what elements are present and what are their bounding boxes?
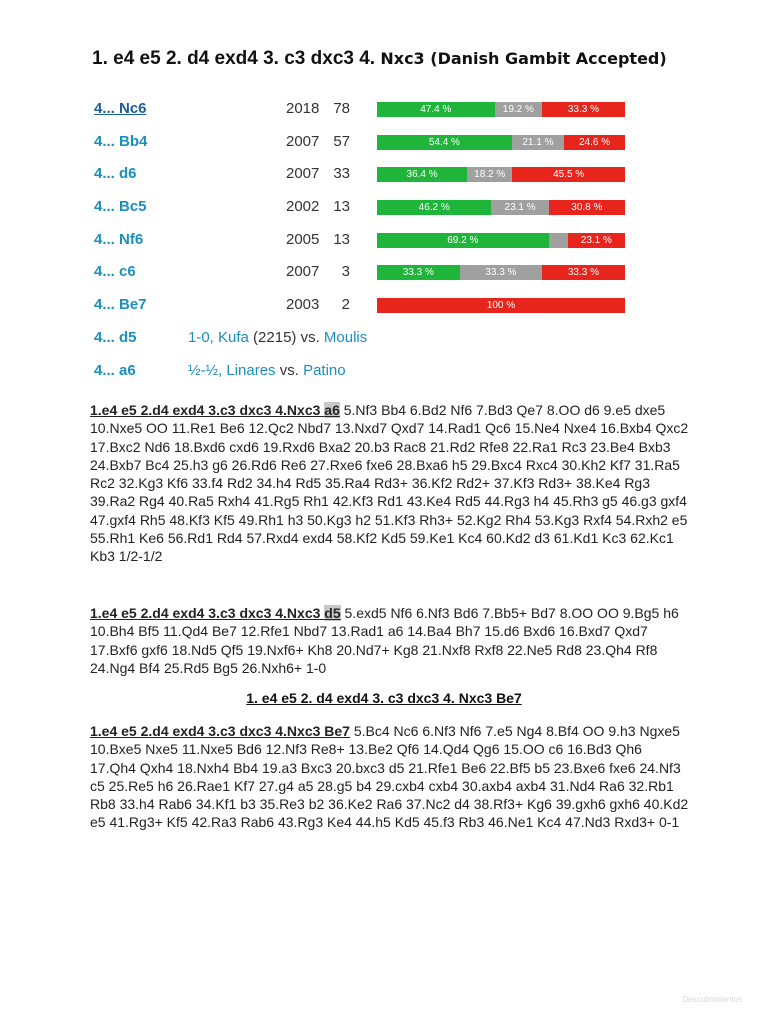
black-player-link[interactable]: Moulis bbox=[323, 329, 368, 346]
loss-segment: 45.5 % bbox=[512, 167, 625, 182]
win-segment: 69.2 % bbox=[377, 233, 549, 248]
draw-segment: 21.1 % bbox=[512, 135, 564, 150]
game-result bbox=[188, 362, 346, 379]
move-label[interactable]: 4... Nf6 bbox=[94, 230, 144, 248]
move-label[interactable]: 4... Bc5 bbox=[94, 198, 147, 216]
win-segment: 33.3 % bbox=[377, 265, 460, 280]
move-label[interactable]: 4... c6 bbox=[94, 263, 136, 281]
move-stat-row bbox=[94, 97, 634, 130]
games-count: 13 bbox=[333, 230, 350, 248]
result-bar bbox=[377, 102, 625, 117]
vs-text: vs. bbox=[300, 329, 324, 346]
games-count: 33 bbox=[333, 165, 350, 183]
game-moves: 5.Bc4 Nc6 6.Nf3 Nf6 7.e5 Ng4 8.Bf4 OO 9.h3 Ngxe5 10.Bxe5 Nxe5 11.Nxe5 Bd6 12.Nf3 Re8+ 13.Be2 Qf6 14.Qd4 Qg6 15.OO c6 16.Bd3 Qh6 17.Qh4 Qxh4 18.Nxh4 Bb4 19.a3 Bxc3 20.bxc3 d5 21.Rfe1 Be6 22.Bf5 b5 23.Bxe6 fxe6 24.Nf3 c5 25.Re5 h6 26.Rae1 Kf7 27.g4 a5 28.g5 b4 29.cxb4 cxb4 30.axb4 axb4 31.Nd4 Ra6 32.Rb1 Rb8 33.h4 Rab6 34.Kf1 b3 35.Re3 b2 36.Ke2 Ra6 37.Nc2 d4 38.Rf3+ Kg6 39.gxh6 gxh6 40.Kd2 e5 41.Rg3+ Kf5 42.Ra3 Rab6 43.Rg3 Ke4 44.h5 Kd5 45.f3 Rb3 46.Ne1 Kc4 47.Nd3 Rxd3+ 0-1 bbox=[90, 723, 689, 831]
game-header bbox=[90, 605, 341, 621]
watermark: Descubrimientos bbox=[682, 995, 742, 1004]
loss-segment: 100 % bbox=[377, 298, 625, 313]
game-moves: 5.exd5 Nf6 6.Nf3 Bd6 7.Bb5+ Bd7 8.OO OO 9.Bg5 h6 10.Bh4 Bf5 11.Qd4 Be7 12.Rfe1 Nbd7 13.Rad1 a6 14.Ba4 Bh7 15.d6 Bxd6 16.Bxd7 Qxd7 17.Bxf6 gxf6 18.Nd5 Qf5 19.Nxf6+ Kh8 20.Nd7+ Kg8 21.Nxf8 Rxf8 22.Ne5 Rd8 23.Qh4 Rf8 24.Ng4 Bf4 25.Rd5 Bg5 26.Nxh6+ 1-0 bbox=[90, 605, 679, 676]
result-bar bbox=[377, 135, 625, 150]
draw-segment: 19.2 % bbox=[495, 102, 543, 117]
game-score-1 bbox=[90, 401, 690, 566]
move-label[interactable]: 4... d5 bbox=[94, 329, 137, 346]
win-segment: 47.4 % bbox=[377, 102, 495, 117]
player-rating: (2215) bbox=[248, 329, 301, 346]
draw-segment: 18.2 % bbox=[467, 167, 512, 182]
move-stat-row bbox=[94, 260, 634, 293]
result-bar bbox=[377, 200, 625, 215]
game-header: 1.e4 e5 2.d4 exd4 3.c3 dxc3 4.Nxc3 Be7 bbox=[90, 723, 350, 739]
game-result bbox=[188, 329, 367, 346]
move-label[interactable]: 4... Be7 bbox=[94, 296, 147, 314]
result-text: ½-½, bbox=[188, 362, 227, 379]
game-score-3 bbox=[90, 722, 690, 832]
move-statistics-table bbox=[94, 97, 634, 326]
result-bar bbox=[377, 265, 625, 280]
section-title: 1. e4 e5 2. d4 exd4 3. c3 dxc3 4. Nxc3 Be7 bbox=[246, 690, 522, 706]
move-stat-row bbox=[94, 162, 634, 195]
white-player-link[interactable]: Linares bbox=[226, 362, 276, 379]
move-stat-row bbox=[94, 228, 634, 261]
last-year: 2003 bbox=[286, 296, 320, 314]
result-text: 1-0, bbox=[188, 329, 219, 346]
page-title-sub: Nxc3 (Danish Gambit Accepted) bbox=[380, 49, 667, 68]
last-year: 2007 bbox=[286, 132, 320, 150]
last-year: 2007 bbox=[286, 165, 320, 183]
move-label[interactable]: 4... d6 bbox=[94, 165, 137, 183]
game-header-text: 1.e4 e5 2.d4 exd4 3.c3 dxc3 4.Nxc3 bbox=[90, 402, 325, 418]
game-moves: 5.Nf3 Bb4 6.Bd2 Nf6 7.Bd3 Qe7 8.OO d6 9.e5 dxe5 10.Nxe5 OO 11.Re1 Be6 12.Qc2 Nbd7 13.Nxd7 Qxd7 14.Rad1 Qc6 15.Ne4 Nxe4 16.Bxb4 Qxc2 17.Bxc2 Nd6 18.Bxd6 cxd6 19.Rxd6 Bxa2 20.b3 Rac8 21.Rd2 Rfe8 22.Ra1 Rc3 23.Be4 Bxb3 24.Bxb7 Bc4 25.h3 g6 26.Rd6 Re6 27.Rxe6 fxe6 28.Bxa6 h5 29.Bxc4 Rxc4 30.Kh2 Kf7 31.Ra5 Rc2 32.Kg3 Kf6 33.f4 Rd2 34.h4 Rd5 35.Ra4 Rd3+ 36.Kf2 Rd2+ 37.Kf3 Rd3+ 38.Ke4 Rg3 39.Ra2 Rg4 40.Ra5 Rxh4 41.Rg5 Rh1 42.Kf3 Rd1 43.Ke4 Rd5 44.Rg3 h4 45.Rh3 g5 46.g3 gxf4 47.gxf4 Rh5 48.Kf3 Kf5 49.Rh1 h3 50.Kg3 h2 51.Kf3 Rh3+ 52.Kg2 Rh4 53.Kg3 Rxf4 54.Rxh2 e5 55.Rh1 Ke6 56.Rd1 Rd4 57.Rxd4 exd4 58.Kf2 Kd5 59.Ke1 Kc4 60.Kd2 d3 61.Kd1 Kc3 62.Kc1 Kb3 1/2-1/2 bbox=[90, 402, 689, 565]
last-year: 2007 bbox=[286, 263, 320, 281]
win-segment: 46.2 % bbox=[377, 200, 491, 215]
win-segment: 54.4 % bbox=[377, 135, 512, 150]
loss-segment: 33.3 % bbox=[542, 265, 625, 280]
white-player-link[interactable]: Kufa bbox=[218, 329, 249, 346]
games-count: 13 bbox=[333, 198, 350, 216]
highlighted-move: a6 bbox=[324, 402, 340, 418]
game-score-2 bbox=[90, 604, 690, 677]
draw-segment: 33.3 % bbox=[460, 265, 543, 280]
loss-segment: 24.6 % bbox=[564, 135, 625, 150]
games-count: 2 bbox=[341, 296, 350, 314]
result-bar bbox=[377, 167, 625, 182]
draw-segment bbox=[549, 233, 568, 248]
loss-segment: 30.8 % bbox=[549, 200, 625, 215]
games-count: 57 bbox=[333, 132, 350, 150]
single-game-row bbox=[94, 362, 346, 379]
games-count: 78 bbox=[333, 100, 350, 117]
move-label[interactable]: 4... Nc6 bbox=[94, 100, 147, 117]
move-stat-row bbox=[94, 195, 634, 228]
move-stat-row bbox=[94, 130, 634, 163]
result-bar bbox=[377, 298, 625, 313]
last-year: 2005 bbox=[286, 230, 320, 248]
games-count: 3 bbox=[341, 263, 350, 281]
page-title bbox=[92, 48, 667, 70]
black-player-link[interactable]: Patino bbox=[303, 362, 346, 379]
loss-segment: 23.1 % bbox=[568, 233, 625, 248]
game-header bbox=[90, 402, 340, 418]
loss-segment: 33.3 % bbox=[542, 102, 625, 117]
last-year: 2018 bbox=[286, 100, 320, 117]
result-bar bbox=[377, 233, 625, 248]
move-label[interactable]: 4... a6 bbox=[94, 362, 136, 379]
game-header-text: 1.e4 e5 2.d4 exd4 3.c3 dxc3 4.Nxc3 bbox=[90, 605, 325, 621]
win-segment: 36.4 % bbox=[377, 167, 467, 182]
single-game-row bbox=[94, 329, 368, 346]
draw-segment: 23.1 % bbox=[491, 200, 548, 215]
highlighted-move: d5 bbox=[324, 605, 341, 621]
last-year: 2002 bbox=[286, 198, 320, 216]
vs-text: vs. bbox=[279, 362, 304, 379]
page-title-main: 1. e4 e5 2. d4 exd4 3. c3 dxc3 4. bbox=[92, 48, 381, 69]
move-stat-row bbox=[94, 293, 634, 326]
move-label[interactable]: 4... Bb4 bbox=[94, 132, 148, 150]
